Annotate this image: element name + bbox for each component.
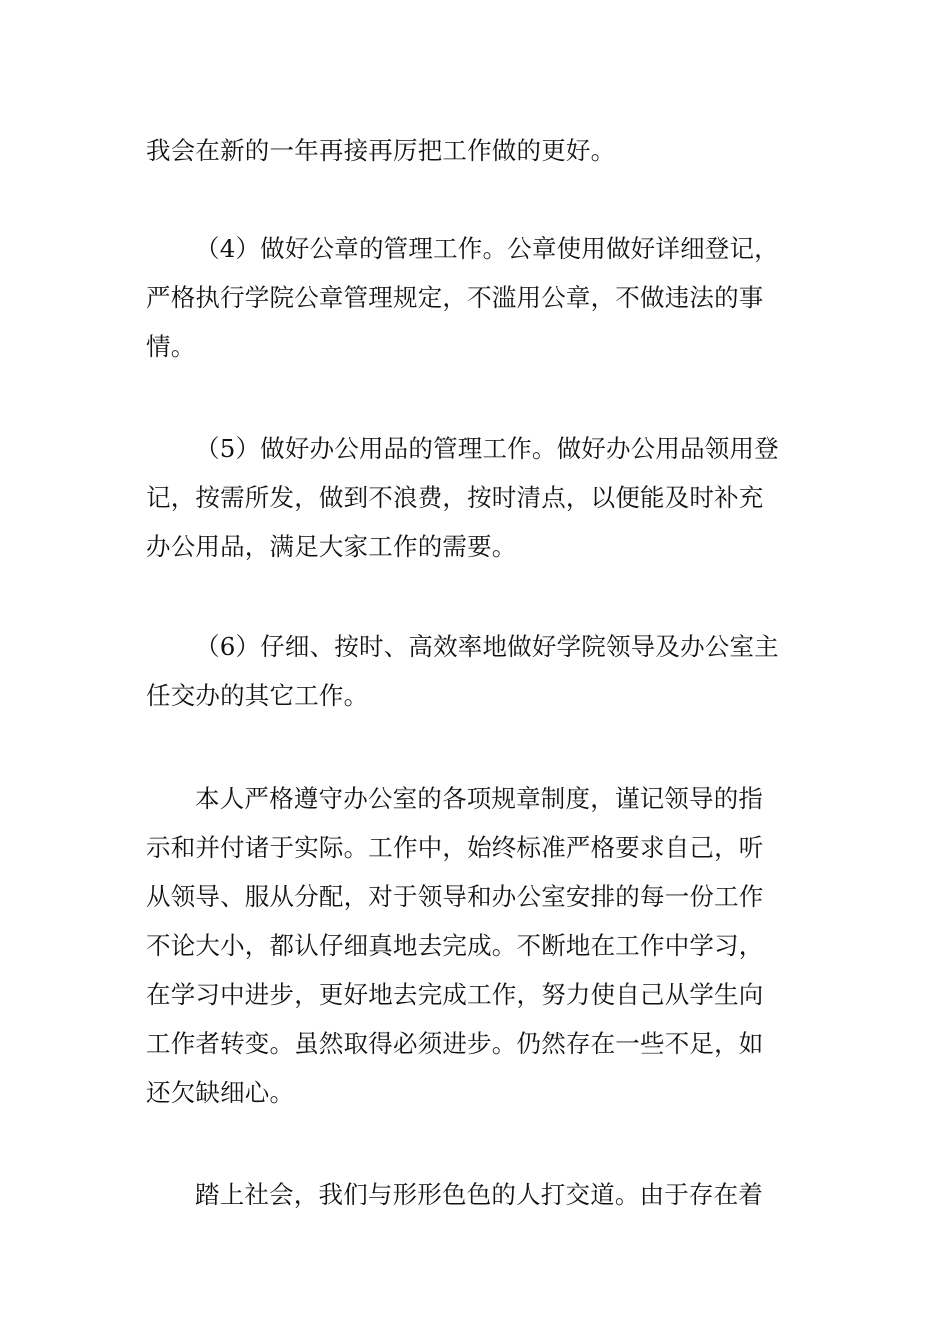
paragraph-item-6-other-duties bbox=[146, 622, 810, 720]
text-line: 情。 bbox=[146, 332, 196, 361]
text-line: 在学习中进步，更好地去完成工作，努力使自己从学生向 bbox=[146, 980, 764, 1009]
text-line: 不论大小，都认仔细真地去完成。不断地在工作中学习， bbox=[146, 931, 764, 960]
text-line: 示和并付诸于实际。工作中，始终标准严格要求自己，听 bbox=[146, 833, 764, 862]
paragraph-item-5-office-supplies bbox=[146, 424, 810, 571]
text-line: 还欠缺细心。 bbox=[146, 1078, 295, 1107]
text-line: 工作者转变。虽然取得必须进步。仍然存在一些不足，如 bbox=[146, 1029, 764, 1058]
text-line: 记，按需所发，做到不浪费，按时清点，以便能及时补充 bbox=[146, 483, 764, 512]
text-line: （4）做好公章的管理工作。公章使用做好详细登记， bbox=[195, 234, 779, 263]
paragraph-item-4-seal-management bbox=[146, 224, 810, 371]
text-line: （5）做好办公用品的管理工作。做好办公用品领用登 bbox=[195, 434, 779, 463]
text-line: 严格执行学院公章管理规定，不滥用公章，不做违法的事 bbox=[146, 283, 764, 312]
text-line: 办公用品，满足大家工作的需要。 bbox=[146, 532, 517, 561]
paragraph-closing-line bbox=[146, 126, 810, 175]
text-line: 从领导、服从分配，对于领导和办公室安排的每一份工作 bbox=[146, 882, 764, 911]
paragraph-entering-society bbox=[146, 1170, 810, 1219]
paragraph-self-assessment bbox=[146, 774, 810, 1117]
text-line: 本人严格遵守办公室的各项规章制度，谨记领导的指 bbox=[195, 784, 764, 813]
text-line: 我会在新的一年再接再厉把工作做的更好。 bbox=[146, 136, 616, 165]
text-line: 任交办的其它工作。 bbox=[146, 681, 369, 710]
text-line: （6）仔细、按时、高效率地做好学院领导及办公室主 bbox=[195, 632, 779, 661]
text-line: 踏上社会，我们与形形色色的人打交道。由于存在着 bbox=[195, 1180, 764, 1209]
